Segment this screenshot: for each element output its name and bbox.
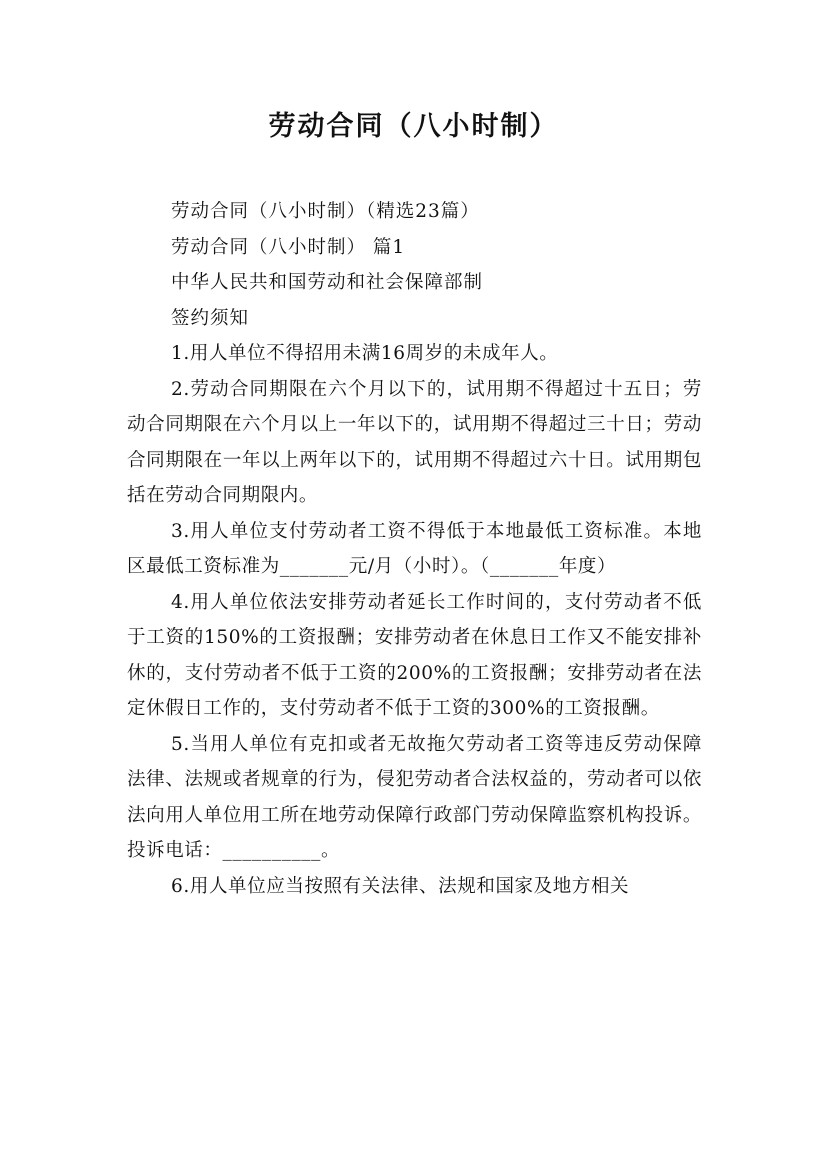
subtitle-line: 劳动合同（八小时制）（精选23篇）: [171, 201, 480, 222]
notice-item-5: 5.当用人单位有克扣或者无故拖欠劳动者工资等违反劳动保障法律、法规或者规章的行为，侵犯劳动者合法权益的，劳动者可以依法向用人单位用工所在地劳动保障行政部门劳动保障监察机构投诉。投诉电话：__________。: [127, 733, 702, 861]
notice-item-4: 4.用人单位依法安排劳动者延长工作时间的，支付劳动者不低于工资的150%的工资报酬；安排劳动者在休息日工作又不能安排补休的，支付劳动者不低于工资的200%的工资报酬；安排劳动者在法定休假日工作的，支付劳动者不低于工资的300%的工资报酬。: [127, 591, 702, 719]
notice-item-3: 3.用人单位支付劳动者工资不得低于本地最低工资标准。本地区最低工资标准为_______元/月（小时）。（_______年度）: [127, 520, 702, 577]
document-body: [127, 194, 702, 904]
notice-item-6: 6.用人单位应当按照有关法律、法规和国家及地方相关: [171, 875, 630, 897]
notice-item-2: 2.劳动合同期限在六个月以下的，试用期不得超过十五日；劳动合同期限在六个月以上一年以下的，试用期不得超过三十日；劳动合同期限在一年以上两年以下的，试用期不得超过六十日。试用期包括在劳动合同期限内。: [127, 378, 702, 506]
notice-heading: 签约须知: [171, 307, 250, 329]
issuer-line: 中华人民共和国劳动和社会保障部制: [171, 272, 484, 293]
section-heading: 劳动合同（八小时制） 篇1: [171, 236, 406, 258]
document-title: 劳动合同（八小时制）: [268, 111, 559, 142]
notice-item-1: 1.用人单位不得招用未满16周岁的未成年人。: [171, 343, 559, 364]
